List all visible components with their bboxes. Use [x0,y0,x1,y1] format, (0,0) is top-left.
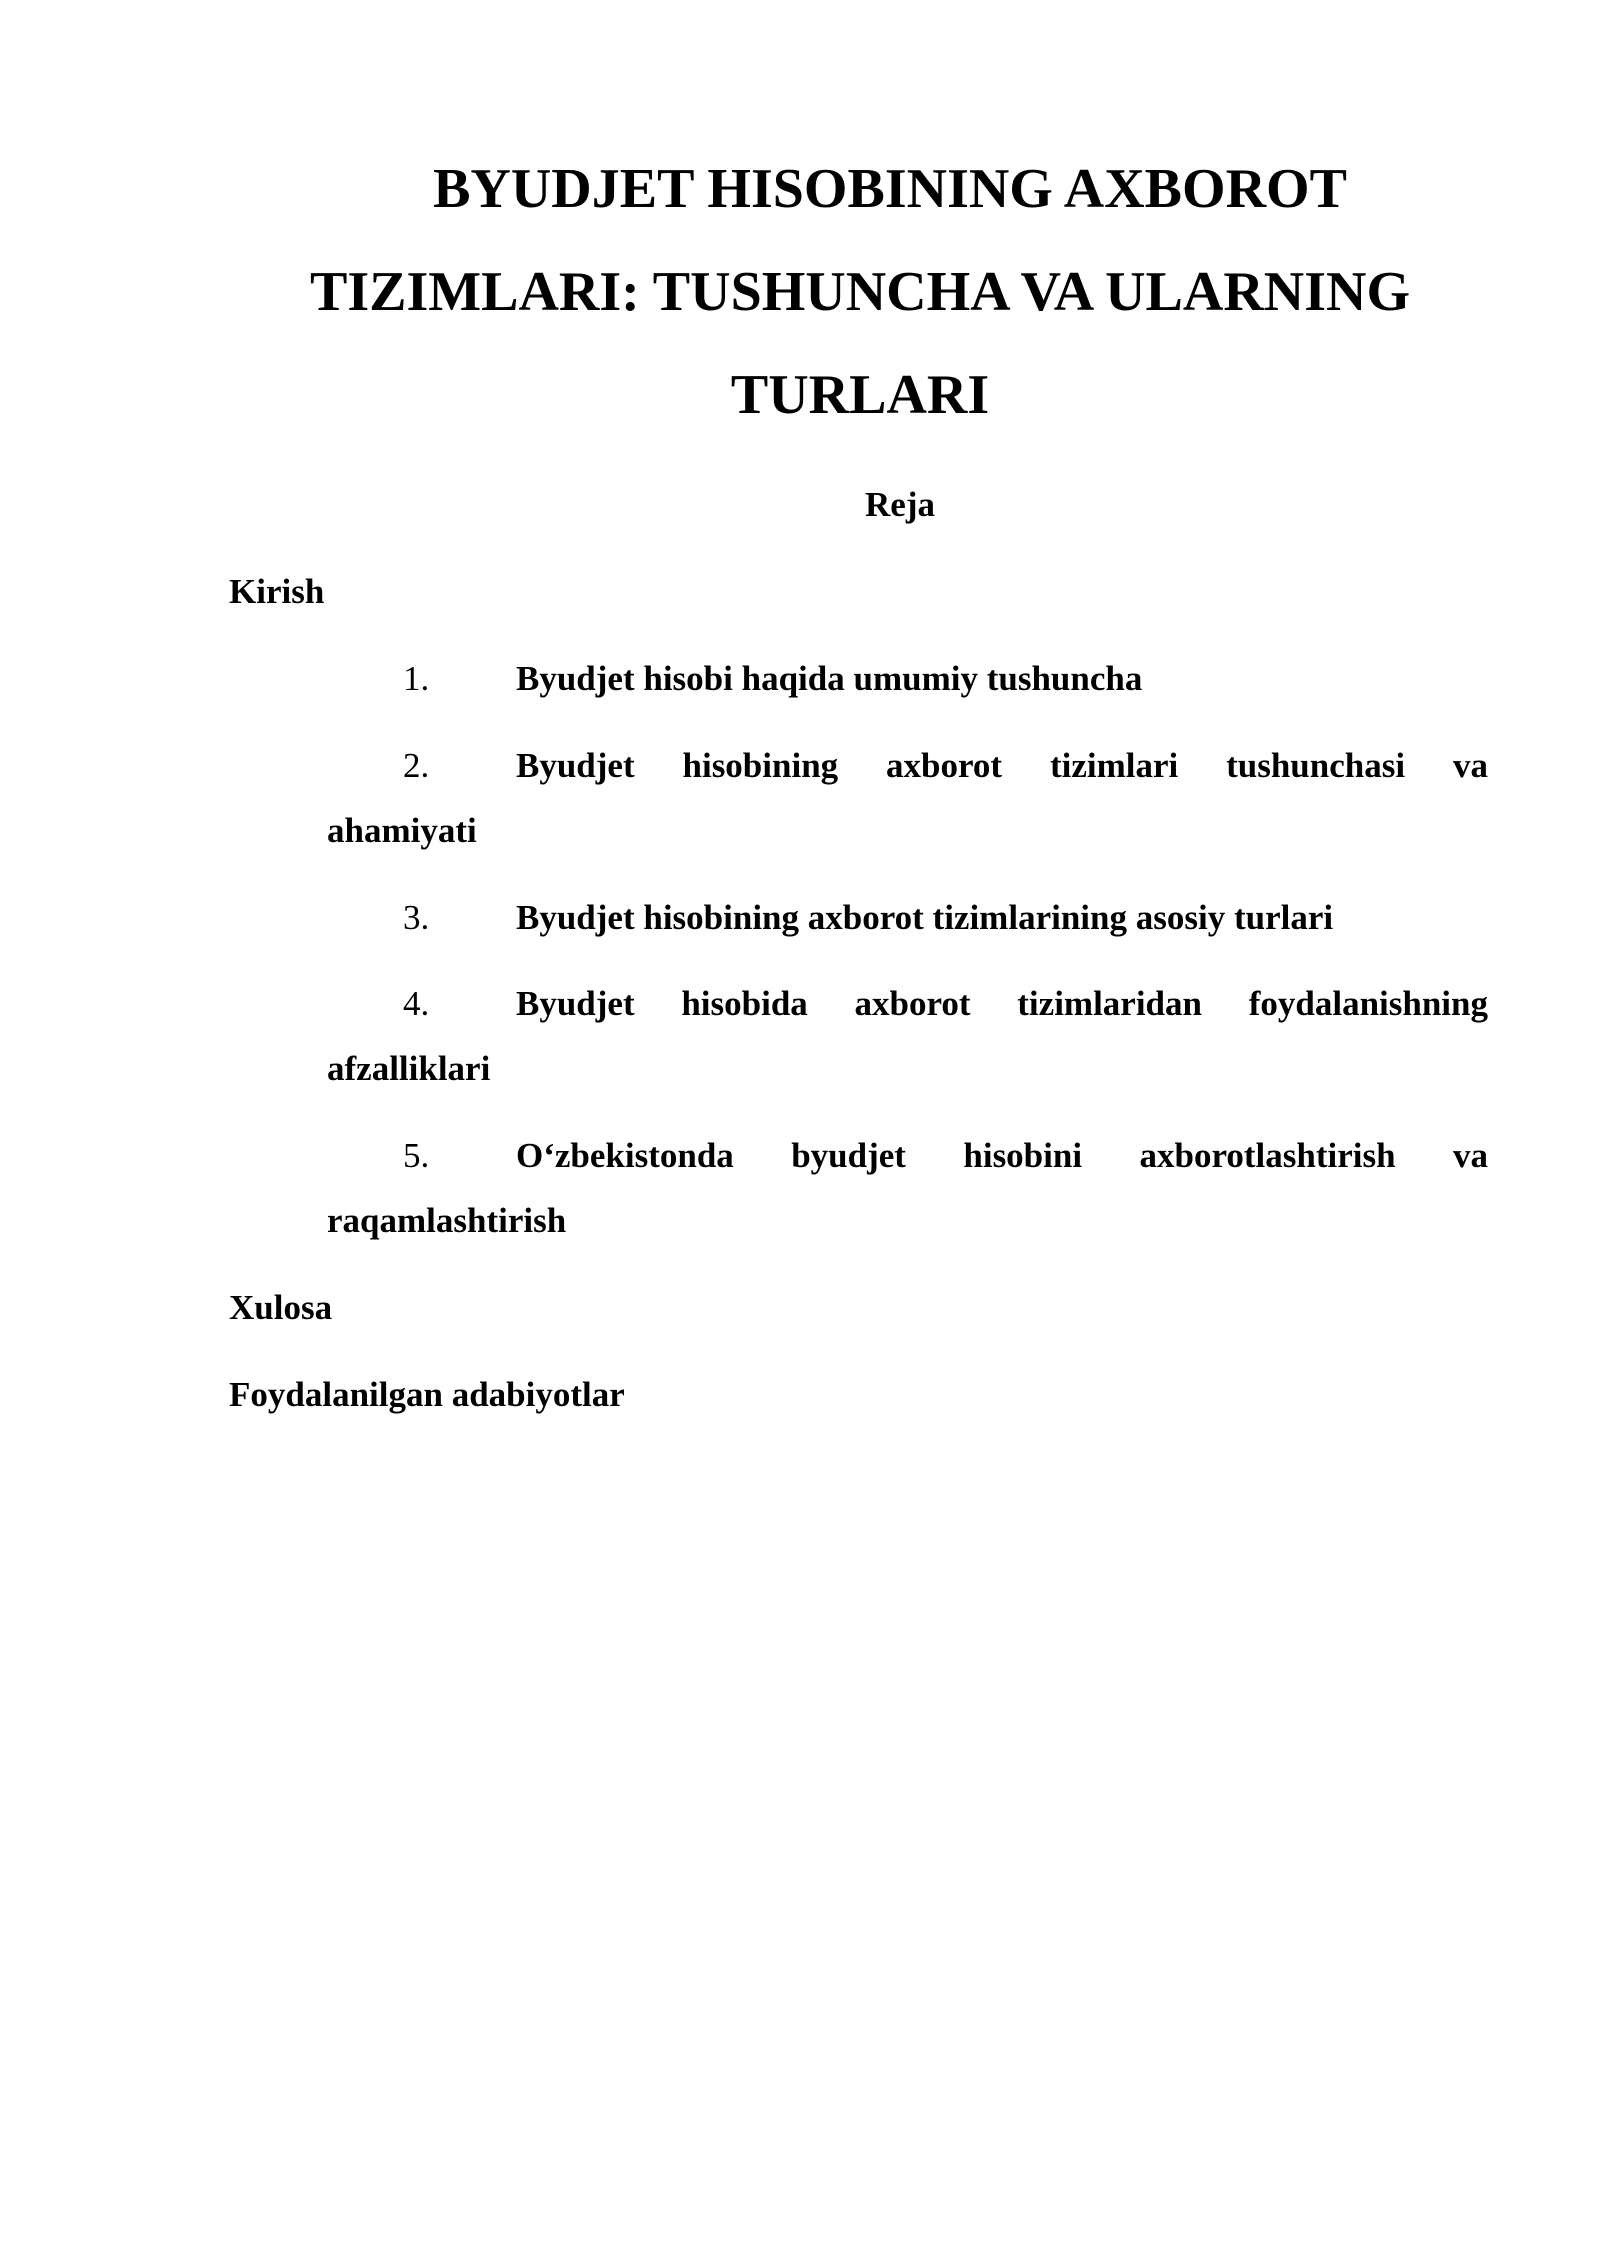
word: tizimlari [1049,746,1179,785]
plan-item-text: Byudjet hisobining axborot tizimlarining asosiy turlari [516,898,1334,937]
word: Byudjet [516,746,635,785]
word: axborot [854,984,971,1023]
word: foydalanishning [1248,984,1488,1023]
plan-item-text-continuation: raqamlashtirish [327,1201,567,1240]
word: hisobining [682,746,839,785]
plan-item-text [516,748,1488,783]
plan-item-text: Byudjet hisobi haqida umumiy tushuncha [516,659,1143,698]
plan-heading: Reja [865,485,935,524]
title-line-2: TIZIMLARI: TUSHUNCHA VA ULARNING [309,261,1410,323]
word: tushunchasi [1226,746,1406,785]
word: va [1452,746,1488,785]
word: va [1452,1136,1488,1175]
word: axborot [886,746,1003,785]
plan-item-text-continuation: ahamiyati [327,811,477,850]
intro-heading: Kirish [229,572,325,611]
title-line-1: BYUDJET HISOBINING AXBOROT [433,158,1347,220]
plan-item-number: 4. [403,984,430,1023]
plan-item-text [516,986,1488,1021]
word: Byudjet [516,984,635,1023]
plan-item-text-continuation: afzalliklari [327,1049,491,1088]
word: axborotlashtirish [1139,1136,1396,1175]
word: O‘zbekistonda [516,1136,734,1175]
plan-item-number: 3. [403,898,430,937]
conclusion-heading: Xulosa [229,1288,333,1327]
plan-item-number: 1. [403,659,430,698]
title-line-3: TURLARI [730,364,990,426]
word: tizimlaridan [1017,984,1202,1023]
plan-item-text [516,1138,1488,1173]
references-heading: Foydalanilgan adabiyotlar [229,1375,625,1414]
plan-item-number: 2. [403,746,430,785]
word: hisobini [963,1136,1083,1175]
word: byudjet [791,1136,906,1175]
plan-item-number: 5. [403,1136,430,1175]
word: hisobida [681,984,808,1023]
